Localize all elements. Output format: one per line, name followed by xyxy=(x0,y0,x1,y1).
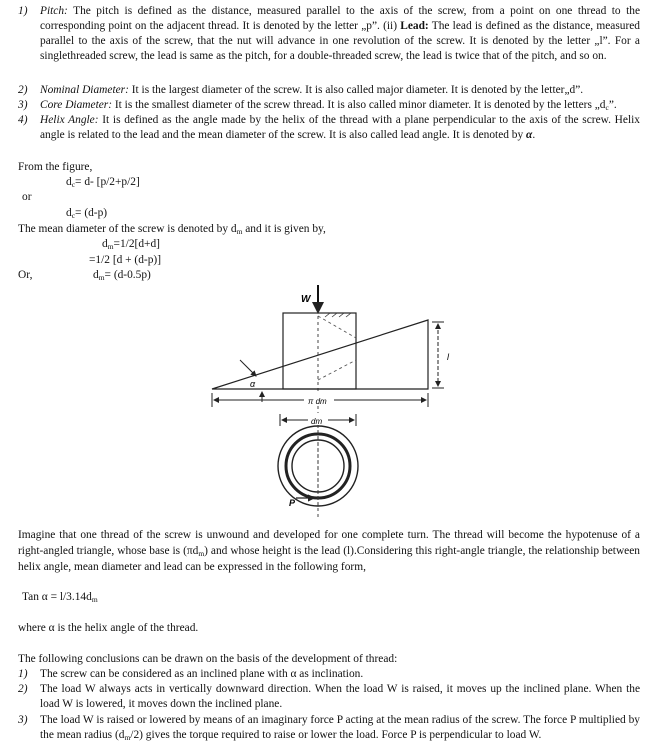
equation-core-2 xyxy=(66,206,107,221)
list-number: 3) xyxy=(18,714,28,726)
force-label: P xyxy=(289,498,296,508)
tan-text: Tan α = l/3.14d xyxy=(22,591,92,603)
eq-symbol: d xyxy=(102,238,108,250)
or-text-2: Or, xyxy=(18,269,33,281)
helix-dashed xyxy=(318,316,356,338)
conclusion-2 xyxy=(18,682,640,712)
eq-sub: c xyxy=(71,211,76,220)
conclusion-text: The screw can be considered as an inclined plane with α as inclination. xyxy=(40,668,364,680)
equation-mean-1 xyxy=(102,237,160,252)
list-number: 2) xyxy=(18,84,28,96)
conclusion-text-a: The load W is raised or lowered by means of an imaginary force P acting at the mean radius of the screw. The force P multiplied by the mean radius (d xyxy=(40,714,640,741)
imagine-sub: m xyxy=(198,549,205,558)
eq-rest: = (d-0.5p) xyxy=(104,269,151,281)
eq-sub: m xyxy=(98,273,105,282)
eq-sub: m xyxy=(107,242,114,251)
lead-label: l xyxy=(447,352,449,362)
list-number: 2) xyxy=(18,683,28,695)
eq-rest: = d- [p/2+p/2] xyxy=(75,176,140,188)
alpha-symbol: α xyxy=(526,129,533,141)
list-number: 4) xyxy=(18,114,28,126)
where-text: where α is the helix angle of the thread. xyxy=(18,622,199,634)
alpha-arrow xyxy=(240,360,256,376)
eq-rest: = (d-p) xyxy=(75,207,108,219)
eq-symbol: d xyxy=(66,207,72,219)
dm-label: dm xyxy=(311,417,323,426)
term-helix-angle: Helix Angle: xyxy=(40,114,99,126)
eq-sub: c xyxy=(71,180,76,189)
helix-dashed-2 xyxy=(318,360,356,380)
imagine-paragraph xyxy=(18,527,640,575)
conclusions-intro: The following conclusions can be drawn on the basis of the development of thread: xyxy=(18,653,398,665)
definition-pitch xyxy=(18,4,640,64)
term-lead: Lead: xyxy=(400,20,429,32)
screw-cylinder xyxy=(283,313,356,389)
eq-symbol: d xyxy=(93,269,99,281)
core-diameter-text-end: ”. xyxy=(608,99,617,111)
or-text: or xyxy=(22,191,32,203)
list-number: 1) xyxy=(18,668,28,680)
nominal-diameter-text: It is the largest diameter of the screw. It is also called major diameter. It is denoted by the letter„d”. xyxy=(128,84,584,96)
conclusion-sub: m xyxy=(124,733,131,742)
core-diameter-text: It is the smallest diameter of the screw thread. It is also called minor diameter. It is denoted by the letters „d xyxy=(112,99,606,111)
imagine-text-a: Imagine that one thread of the screw is unwound and developed for one complete turn. The thread will become the hypotenuse of a right-angled triangle, whose base is (πd xyxy=(18,529,640,557)
hatch-area xyxy=(325,313,351,317)
pitch-text: The pitch is defined as the distance, measured parallel to the axis of the screw, from a point on one thread to the corresponding point on the adjacent thread. It is denoted by the letter „p”. (ii) xyxy=(40,5,640,32)
equation-mean-2: =1/2 [d + (d-p)] xyxy=(89,254,161,266)
list-number: 1) xyxy=(18,5,28,17)
term-pitch: Pitch: xyxy=(40,5,68,17)
definition-nominal-diameter xyxy=(18,83,640,98)
from-figure-text: From the figure, xyxy=(18,161,93,173)
list-number: 3) xyxy=(18,99,28,111)
pi-dm-label: π dm xyxy=(308,397,327,406)
mean-text-b: and it is given by, xyxy=(242,223,326,235)
lead-text: The lead is defined as the distance, measured parallel to the axis of the screw, that the nut will advance in one revolution of the screw. It is denoted by the letter „l”. For a singlethreaded screw, the lead is same as the pitch, for a double-threaded screw, the lead is twice that of the pitch, and so on. xyxy=(40,20,640,62)
helix-angle-text: It is defined as the angle made by the helix of the thread with a plane perpendicular to the axis of the screw. Helix angle is related to the lead and the mean diameter of the screw. It is also called lead angle. It is denoted by xyxy=(40,114,640,141)
mean-sub: m xyxy=(236,227,243,236)
definition-core-diameter xyxy=(18,98,640,113)
conclusion-text: The load W always acts in vertically downward direction. When the load W is raised, it moves up the inclined plane. When the load W is lowered, it moves down the inclined plane. xyxy=(40,683,640,710)
load-label: W xyxy=(301,294,311,305)
tan-sub: m xyxy=(91,595,98,604)
conclusion-3 xyxy=(18,713,640,743)
eq-rest: =1/2[d+d] xyxy=(113,238,160,250)
mean-text-a: The mean diameter of the screw is denoted by d xyxy=(18,223,237,235)
core-sub: c xyxy=(605,103,609,112)
term-nominal-diameter: Nominal Diameter: xyxy=(40,84,129,96)
eq-symbol: d xyxy=(66,176,72,188)
conclusion-text-b: /2) gives the torque required to raise or lower the load. Force P is perpendicular to load W. xyxy=(130,729,542,741)
alpha-label: α xyxy=(250,379,256,389)
conclusion-1 xyxy=(18,667,640,682)
imagine-text-b: ) and whose height is the lead (l).Considering this right-angle triangle, the relationship between helix angle, mean diameter and lead can be expressed in the following form, xyxy=(18,545,640,573)
tan-equation xyxy=(22,590,98,605)
equation-core-1 xyxy=(66,175,140,190)
term-core-diameter: Core Diameter: xyxy=(40,99,113,111)
screw-development-figure xyxy=(0,280,668,520)
definition-helix-angle: 4) Helix Angle: It is defined as the angle made by the helix of the thread with a plane perpendicular to the axis of the screw. Helix angle is related to the lead and the mean diameter of the screw. It is also called lead angle. It is denoted by α. xyxy=(18,114,640,141)
mean-diameter-text xyxy=(18,222,326,237)
